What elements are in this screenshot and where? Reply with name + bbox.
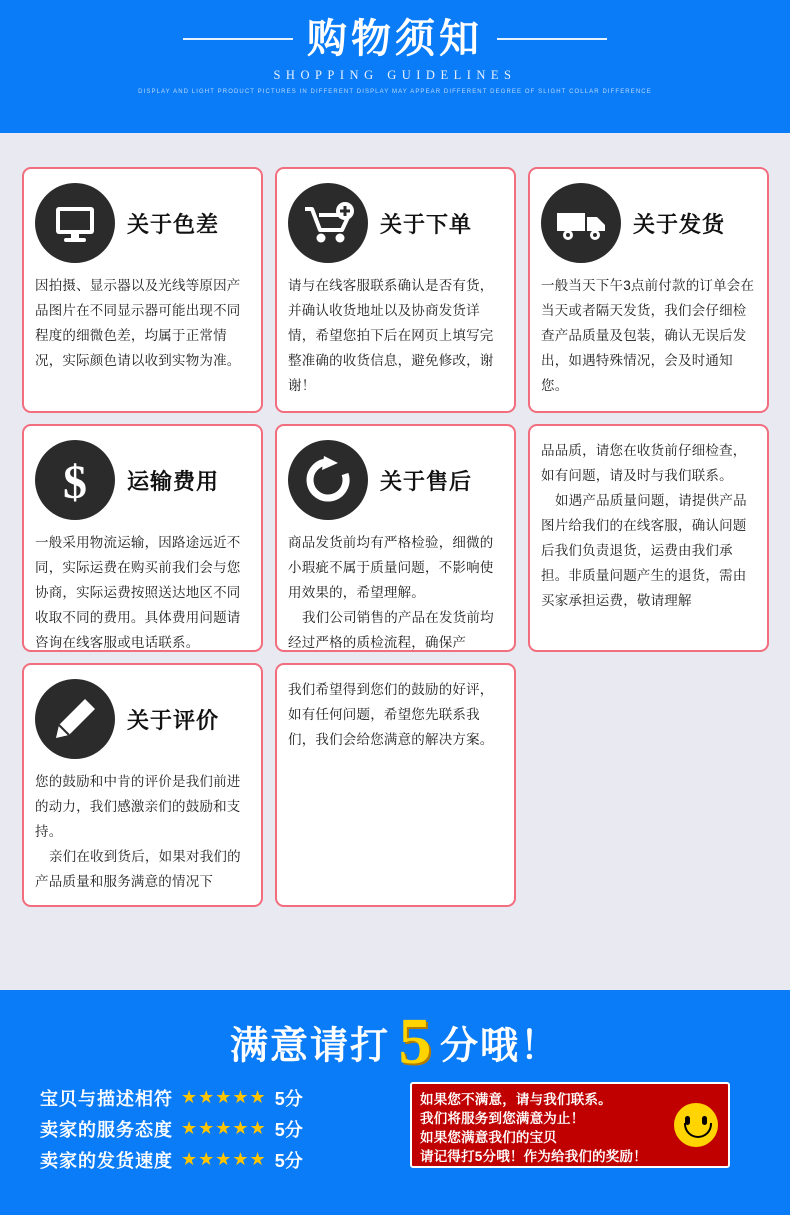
card-body — [288, 273, 503, 398]
refresh-icon — [288, 440, 368, 520]
pencil-icon — [35, 679, 115, 759]
notice-line: 我们将服务到您满意为止！ — [420, 1111, 585, 1126]
card-title: 运输费用 — [127, 468, 220, 494]
footer-title-left: 满意请打 — [230, 1025, 391, 1068]
truck-icon — [541, 183, 621, 263]
footer-rating-number: 5 — [398, 1005, 432, 1078]
rating-label: 卖家的发货速度 — [40, 1150, 173, 1171]
card-body — [541, 438, 756, 613]
page-title: 购物须知 — [307, 17, 483, 61]
card-reviews — [22, 663, 263, 907]
guideline-cards — [22, 167, 770, 907]
card-freight-cost — [22, 424, 263, 652]
divider-right — [497, 38, 607, 40]
card-paragraph: 我们公司销售的产品在发货前均经过严格的质检流程，确保产 — [288, 610, 494, 650]
rating-list — [40, 1082, 400, 1175]
notice-line: 请记得打5分哦！作为给我们的奖励！ — [420, 1149, 647, 1164]
footer-columns — [0, 1082, 790, 1175]
rating-row — [40, 1082, 400, 1113]
rating-score: 5分 — [274, 1088, 303, 1109]
card-ordering — [275, 167, 516, 413]
card-header — [288, 179, 503, 267]
card-body — [288, 677, 503, 752]
monitor-icon — [35, 183, 115, 263]
smiley-mouth — [684, 1123, 712, 1138]
card-paragraph: 一般采用物流运输，因路途远近不同，实际运费在购买前我们会与您协商，实际运费按照送达地区不同收取不同的费用。具体费用问题请咨询在线客服或电话联系。 — [35, 535, 241, 650]
card-color-difference — [22, 167, 263, 413]
footer-title-right: 分哦！ — [439, 1025, 560, 1068]
page-header — [0, 0, 790, 133]
rating-score: 5分 — [274, 1150, 303, 1171]
card-paragraph: 如遇产品质量问题，请提供产品图片给我们的在线客服，确认问题后我们负责退货，运费由我们承担。非质量问题产生的退货，需由买家承担运费，敬请理解 — [541, 493, 747, 608]
card-after-sales-continued — [528, 424, 769, 652]
card-header — [35, 179, 250, 267]
card-body — [35, 769, 250, 894]
rating-row — [40, 1113, 400, 1144]
footer-title — [0, 990, 790, 1080]
card-header — [541, 179, 756, 267]
header-title-row — [0, 16, 790, 62]
card-header — [288, 436, 503, 524]
rating-label: 宝贝与描述相符 — [40, 1088, 173, 1109]
card-title: 关于色差 — [127, 211, 220, 237]
card-body — [288, 530, 503, 655]
header-fineprint: DISPLAY AND LIGHT PRODUCT PICTURES IN DIFFERENT DISPLAY MAY APPEAR DIFFERENT DEGREE OF SLIGHT COLLAR DIFFERENCE — [138, 89, 652, 95]
card-paragraph: 我们希望得到您们的鼓励的好评，如有任何问题，希望您先联系我们，我们会给您满意的解决方案。 — [288, 682, 494, 747]
card-paragraph: 因拍摄、显示器以及光线等原因产品图片在不同显示器可能出现不同程度的细微色差，均属于正常情况，实际颜色请以收到实物为准。 — [35, 278, 241, 368]
rating-label: 卖家的服务态度 — [40, 1119, 173, 1140]
card-title: 关于售后 — [380, 468, 473, 494]
card-header — [35, 675, 250, 763]
card-after-sales — [275, 424, 516, 652]
card-shipping — [528, 167, 769, 413]
star-rating-icon: ★★★★★ — [181, 1149, 267, 1169]
card-paragraph: 亲们在收到货后，如果对我们的产品质量和服务满意的情况下 — [35, 849, 241, 889]
card-reviews-continued — [275, 663, 516, 907]
satisfaction-notice — [410, 1082, 730, 1168]
rating-row — [40, 1144, 400, 1175]
card-body — [35, 273, 250, 373]
rating-score: 5分 — [274, 1119, 303, 1140]
star-rating-icon: ★★★★★ — [181, 1087, 267, 1107]
notice-line: 如果您不满意，请与我们联系。 — [420, 1092, 612, 1107]
card-body — [541, 273, 756, 398]
card-paragraph: 一般当天下午3点前付款的订单会在当天或者隔天发货，我们会仔细检查产品质量及包装，确认无误后发出，如遇特殊情况，会及时通知您。 — [541, 278, 755, 393]
card-title: 关于发货 — [633, 211, 726, 237]
card-paragraph: 您的鼓励和中肯的评价是我们前进的动力，我们感激亲们的鼓励和支持。 — [35, 774, 241, 839]
header-inner — [0, 16, 790, 97]
card-title: 关于下单 — [380, 211, 473, 237]
header-subtitle: SHOPPING GUIDELINES — [273, 68, 517, 82]
card-paragraph: 品品质，请您在收货前仔细检查，如有问题，请及时与我们联系。 — [541, 443, 747, 483]
star-rating-icon: ★★★★★ — [181, 1118, 267, 1138]
card-paragraph: 商品发货前均有严格检验，细微的小瑕疵不属于质量问题，不影响使用效果的，希望理解。 — [288, 535, 494, 600]
card-paragraph: 请与在线客服联系确认是否有货，并确认收货地址以及协商发货详情，希望您拍下后在网页上填写完整准确的收货信息，避免修改，谢谢！ — [288, 278, 494, 393]
svg-text:$: $ — [63, 456, 87, 509]
notice-line: 如果您满意我们的宝贝 — [420, 1130, 557, 1145]
card-title: 关于评价 — [127, 707, 220, 733]
smiley-face-icon — [674, 1103, 718, 1147]
page-footer — [0, 990, 790, 1215]
divider-left — [183, 38, 293, 40]
card-header — [35, 436, 250, 524]
dollar-icon — [35, 440, 115, 520]
card-body — [35, 530, 250, 655]
shopping-cart-icon — [288, 183, 368, 263]
